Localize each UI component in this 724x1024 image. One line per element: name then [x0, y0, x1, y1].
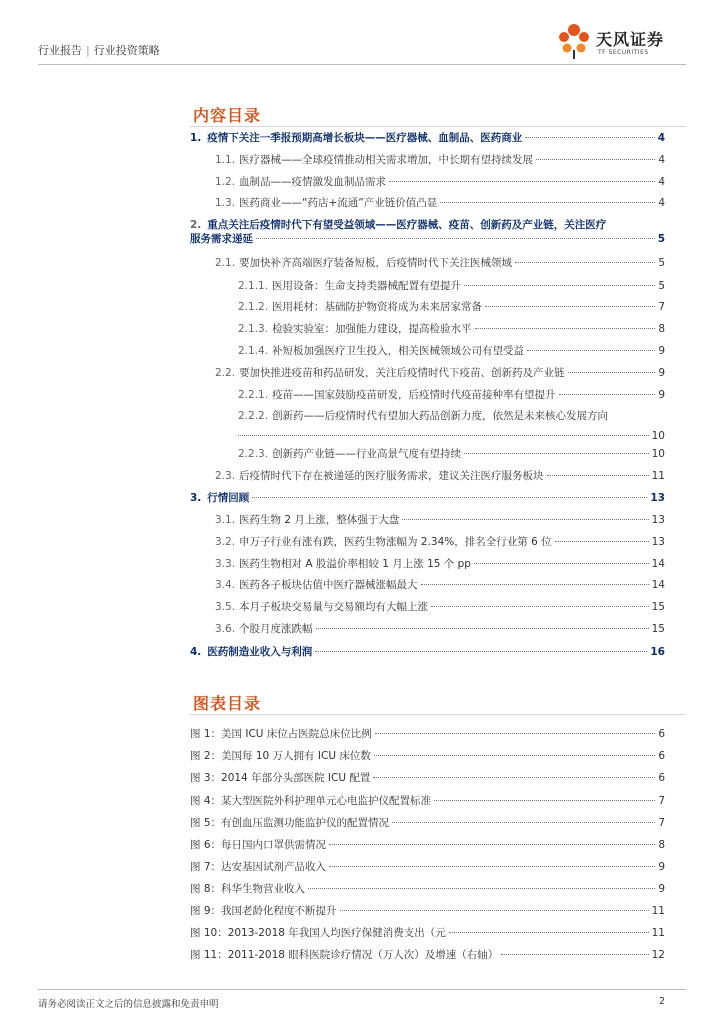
- breadcrumb: [38, 42, 160, 58]
- figure-entry[interactable]: 图 3：2014 年部分头部医院 ICU 配置 6: [190, 772, 665, 784]
- logo-chinese-name: 天风证券: [596, 30, 665, 49]
- toc-entry[interactable]: 2.1.3. 检验实验室：加强能力建设，提高检验水平 8: [238, 323, 665, 335]
- figure-entry[interactable]: 图 6：每日国内口罩供需情况 8: [190, 839, 665, 851]
- logo-flower-icon: [556, 22, 592, 60]
- toc-entry[interactable]: 1.3. 医药商业——“药店+流通”产业链价值凸显 4: [215, 197, 665, 209]
- toc-entry[interactable]: 3.2. 申万子行业有涨有跌，医药生物涨幅为 2.34%，排名全行业第 6 位 13: [215, 536, 665, 548]
- figure-entry[interactable]: 图 11：2011-2018 眼科医院诊疗情况（万人次）及增速（右轴） 12: [190, 949, 665, 961]
- toc-entry[interactable]: 2.1.1. 医用设备：生命支持类器械配置有望提升 5: [238, 280, 665, 292]
- figures-title: 图表目录: [193, 694, 262, 713]
- breadcrumb-category: 行业投资策略: [93, 44, 160, 57]
- toc-entry[interactable]: 3. 行情回顾 13: [190, 492, 665, 504]
- toc-entry[interactable]: 2. 重点关注后疫情时代下有望受益领域——医疗器械、疫苗、创新药及产业链，关注医疗 服务需求递延 5: [190, 219, 665, 245]
- toc-entry[interactable]: 4. 医药制造业收入与利润 16: [190, 646, 665, 658]
- toc-entry[interactable]: 3.1. 医药生物 2 月上涨，整体强于大盘 13: [215, 514, 665, 526]
- toc-entry[interactable]: 2.1.2. 医用耗材：基础防护物资将成为未来居家常备 7: [238, 301, 665, 313]
- toc-entry[interactable]: 3.5. 本月子板块交易量与交易额均有大幅上涨 15: [215, 601, 665, 613]
- figure-entry[interactable]: 图 8：科华生物营业收入 9: [190, 883, 665, 895]
- figure-entry[interactable]: 图 10：2013-2018 年我国人均医疗保健消费支出（元 11: [190, 927, 665, 939]
- toc-entry[interactable]: 3.3. 医药生物相对 A 股溢价率相较 1 月上涨 15 个 pp 14: [215, 558, 665, 570]
- figures-title-divider: [190, 714, 686, 715]
- toc-title-divider: [190, 126, 686, 127]
- toc-entry[interactable]: 3.4. 医药各子板块估值中医疗器械涨幅最大 14: [215, 579, 665, 591]
- logo-english-name: TF SECURITIES: [598, 49, 649, 56]
- breadcrumb-separator: |: [86, 44, 90, 57]
- figure-entry[interactable]: 图 5：有创血压监测功能监护仪的配置情况 7: [190, 817, 665, 829]
- toc-entry[interactable]: 2.2. 要加快推进疫苗和药品研发，关注后疫情时代下疫苗、创新药及产业链 9: [215, 367, 665, 379]
- toc-entry[interactable]: 2.3. 后疫情时代下存在被递延的医疗服务需求，建议关注医疗服务板块 11: [215, 470, 665, 482]
- toc-title: 内容目录: [193, 106, 262, 125]
- page-number: 2: [658, 996, 665, 1007]
- header-divider: [38, 64, 686, 65]
- figure-entry[interactable]: 图 2：美国每 10 万人拥有 ICU 床位数 6: [190, 750, 665, 762]
- company-logo: [556, 22, 686, 62]
- footer-disclaimer[interactable]: 请务必阅读正文之后的信息披露和免责申明: [38, 999, 219, 1010]
- toc-entry[interactable]: 2.2.1. 疫苗——国家鼓励疫苗研发，后疫情时代疫苗接种率有望提升 9: [238, 389, 665, 401]
- page-header: [38, 0, 686, 66]
- figure-entry[interactable]: 图 7：达安基因试剂产品收入 9: [190, 861, 665, 873]
- toc-entry[interactable]: 2.2.3. 创新药产业链——行业高景气度有望持续 10: [238, 448, 665, 460]
- figure-entry[interactable]: 图 9：我国老龄化程度不断提升 11: [190, 905, 665, 917]
- figure-entry[interactable]: 图 1：美国 ICU 床位占医院总床位比例 6: [190, 728, 665, 740]
- toc-entry[interactable]: 2.1.4. 补短板加强医疗卫生投入，相关医械领域公司有望受益 9: [238, 345, 665, 357]
- toc-entry[interactable]: 1.1. 医疗器械——全球疫情推动相关需求增加，中长期有望持续发展 4: [215, 154, 665, 166]
- breadcrumb-report-type: 行业报告: [38, 44, 82, 57]
- toc-entry[interactable]: 2.2.2. 创新药——后疫情时代有望加大药品创新力度，依然是未来核心发展方向 10: [238, 410, 665, 442]
- toc-entry[interactable]: 1.2. 血制品——疫情激发血制品需求 4: [215, 176, 665, 188]
- figure-entry[interactable]: 图 4：某大型医院外科护理单元心电监护仪配置标准 7: [190, 795, 665, 807]
- toc-entry[interactable]: 1. 疫情下关注一季报预期高增长板块——医疗器械、血制品、医药商业 4: [190, 132, 665, 144]
- footer-divider: [38, 989, 686, 990]
- toc-entry[interactable]: 2.1. 要加快补齐高端医疗装备短板，后疫情时代下关注医械领域 5: [215, 257, 665, 269]
- toc-entry[interactable]: 3.6. 个股月度涨跌幅 15: [215, 623, 665, 635]
